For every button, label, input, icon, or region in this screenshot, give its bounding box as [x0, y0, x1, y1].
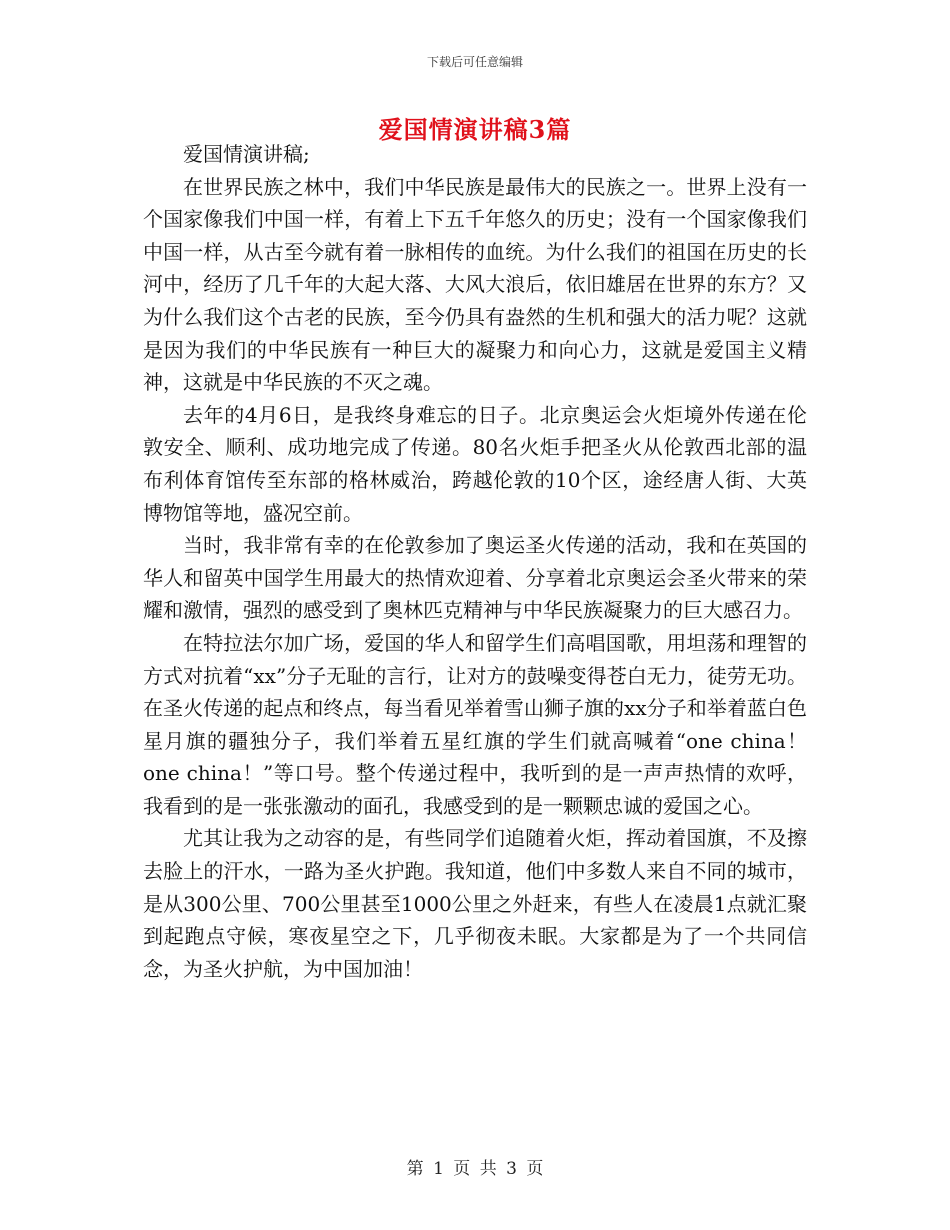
paragraph: 在特拉法尔加广场，爱国的华人和留学生们高唱国歌，用坦荡和理智的方式对抗着“xx”分子无耻的言行，让对方的鼓噪变得苍白无力，徒劳无功。在圣火传递的起点和终点，每当看见举着雪山狮子旗的xx分子和举着蓝白色星月旗的疆独分子，我们举着五星红旗的学生们就高喊着“one china！one china！”等口号。整个传递过程中，我听到的是一声声热情的欢呼，我看到的是一张张激动的面孔，我感受到的是一颗颗忠诚的爱国之心。 [143, 630, 807, 818]
document-title: 爱国情演讲稿3篇 [378, 115, 572, 144]
paragraph: 当时，我非常有幸的在伦敦参加了奥运圣火传递的活动，我和在英国的华人和留英中国学生用最大的热情欢迎着、分享着北京奥运会圣火带来的荣耀和激情，强烈的感受到了奥林匹克精神与中华民族凝聚力的巨大感召力。 [143, 533, 807, 623]
page-number: 第 1 页 共 3 页 [406, 1159, 544, 1179]
paragraph: 去年的4月6日，是我终身难忘的日子。北京奥运会火炬境外传递在伦敦安全、顺利、成功地完成了传递。80名火炬手把圣火从伦敦西北部的温布利体育馆传至东部的格林威治，跨越伦敦的10个区，途经唐人街、大英博物馆等地，盛况空前。 [143, 402, 807, 525]
header-note: 下载后可任意编辑 [426, 55, 523, 69]
paragraph: 在世界民族之林中，我们中华民族是最伟大的民族之一。世界上没有一个国家像我们中国一样，有着上下五千年悠久的历史；没有一个国家像我们中国一样，从古至今就有着一脉相传的血统。为什么我们的祖国在历史的长河中，经历了几千年的大起大落、大风大浪后，依旧雄居在世界的东方？又为什么我们这个古老的民族，至今仍具有盎然的生机和强大的活力呢？这就是因为我们的中华民族有一种巨大的凝聚力和向心力，这就是爱国主义精神，这就是中华民族的不灭之魂。 [143, 174, 807, 395]
document-body [143, 138, 807, 985]
paragraph: 尤其让我为之动容的是，有些同学们追随着火炬，挥动着国旗，不及擦去脸上的汗水，一路为圣火护跑。我知道，他们中多数人来自不同的城市，是从300公里、700公里甚至1000公里之外赶来，有些人在凌晨1点就汇聚到起跑点守候，寒夜星空之下，几乎彻夜未眠。大家都是为了一个共同信念，为圣火护航，为中国加油！ [143, 826, 807, 981]
paragraph-intro: 爱国情演讲稿; [183, 142, 310, 166]
